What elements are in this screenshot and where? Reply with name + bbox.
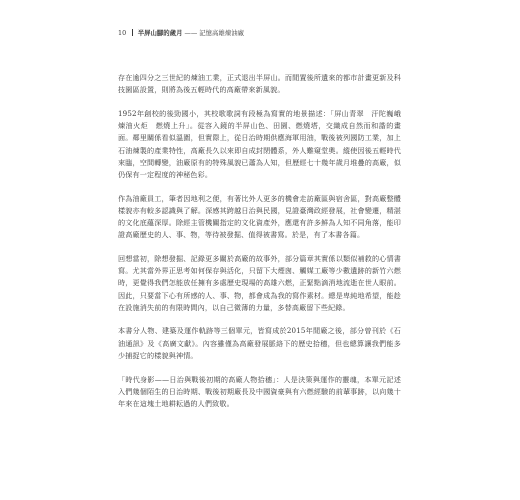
book-title: 半屏山腳的歲月 — [137, 29, 183, 37]
header-divider — [132, 29, 133, 36]
paragraph-unit-one: 「時代身影——日治與戰後初期的高廠人物拾穗」：人是決策與運作的靈魂，本單元記述入們幾個陌生的日治時期、戰後初期廠長及中國資豪與有六燃經驗的前輩事跡，以向幾十年來在這塊土地耕耘過的人們致敬。 — [118, 374, 401, 408]
body-text — [118, 72, 409, 410]
paragraph-book-structure: 本書分人物、建築及運作軌跡等三個單元，皆寫成於2015年閒廠之後，部分曾刊於《石油通訊》及《高廣文獻》。內容雖僅為高廠發展脈絡下的歷史拾穗，但也總算讓我們能多少捕捉它的樣貌與神情。 — [118, 326, 401, 360]
paragraph-school-song: 1952年創校的後勁國小，其校歌歌詞有段極為寫實的地景描述：「屏山青翠 汗陀巍峨 煉油火炬 燃燒上升」。從容入鏡的半屏山色、田園、燃燒塔，交織成自然而和諧的畫面。鄰里關係看似溫圍，但實際上，從日治時期供應海軍用油，戰後被列國防工業，加上石油煉製的產業特性，高廠長久以來即自成封閉體系，外人難窺堂奧。縱使因後五輕時代來臨，空間轉變，油廠原有的特殊風貌已蕭為人知，但歷經七十幾年歲月堆疊的高廠，似仍保有一定程度的神秘色彩。 — [118, 108, 409, 179]
book-subtitle: 記憶高雄煉油廠 — [199, 29, 244, 37]
page-number: 10 — [118, 29, 127, 37]
running-header — [118, 29, 244, 37]
paragraph-intro: 存在逾四分之三世紀的煉油工業，正式退出半屏山。而閒置後所遺來的都市計畫更新及科技園區設置，則將為後五輕時代的高廠帶來新風貌。 — [118, 73, 401, 95]
paragraph-motivation: 回想當初，除想發掘、記錄更多關於高廠的故事外，部分篇章其實係以類似補救的心情書寫。尤其當外界正思考如何保存與活化，只留下大煙囪、觸媒工廠等少數遺跡的新竹六燃時，更覺得我們怎能放任擁有多處歷史現場的高雄六燃，正緊點滴消地流逝在世人眼前。因此，只要當下心有所感的人、事、物，都會成為我的寫作素材。總是卑純地希望，能趁在設施消失前的有限時間內，以自己微薄的力量，多替高廠留下些紀錄。 — [118, 253, 401, 312]
title-separator: —— — [184, 29, 198, 37]
paragraph-author-role: 作為油廠員工，筆者因地利之便，有著比外人更多的機會走訪廠區與宿舍區，對高廠整體樣貌亦有較多認識與了解。深感其跨越日治與民國，見證臺灣政經發展，社會變遷，精湛的文化底蘊深厚。除經主管機關指定的文化資產外，應還有許多鮮為人知不同角落，能印證高廠歷史的人、事、物，等待被發掘、值得被書寫。於是，有了本書各篇。 — [118, 193, 401, 240]
